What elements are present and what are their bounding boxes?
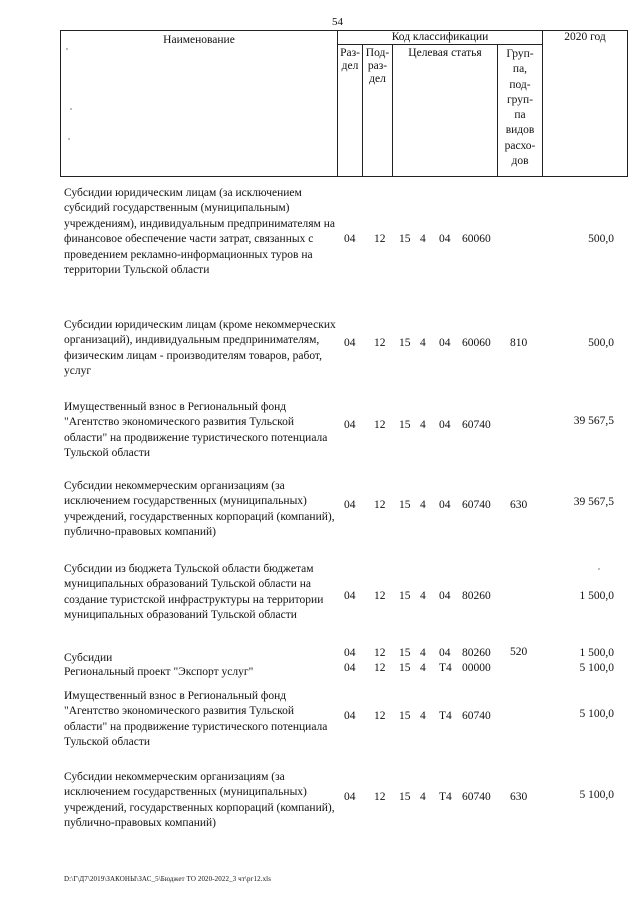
row-group: 630 [510,791,528,803]
row-target-type: 4 [420,499,426,511]
row-target-type: 4 [420,337,426,349]
row-name: Имущественный взнос в Региональный фонд "Агентство экономического развития Тульской области" на продвижение туристического потенциала Тульской области [64,690,328,749]
header-podrazdel: Под- раз- дел [365,47,390,85]
row-podrazdel: 12 [374,499,386,511]
row-target-subprogram: 04 [439,337,451,349]
header-vline-right [627,30,628,177]
row-target-program: 15 [399,710,411,722]
row-sum: 5 100,0 [579,662,614,674]
header-target: Целевая статья [408,47,482,59]
row-target-direction: 80260 [462,647,491,659]
page-number: 54 [332,16,343,28]
row-target-program: 15 [399,337,411,349]
row-razdel: 04 [344,647,356,659]
row-sum: 39 567,5 [573,496,614,508]
header-year: 2020 год [564,31,606,43]
header-razdel: Раз- дел [340,47,360,72]
row-razdel: 04 [344,499,356,511]
header-vline-group [542,30,543,177]
file-path-footer: D:\Г\Д7\2019\ЗАКОНЫ\ЗАС_5\Бюджет ТО 2020-2022_3 чт\рг12.xls [64,875,272,883]
row-razdel: 04 [344,590,356,602]
header-code-group: Код классификации [391,31,489,43]
row-name: Субсидии юридическим лицам (кроме некоммерческих организаций), индивидуальным предпринимателям, физическим лицам - производителям товаров, работ, услуг [64,319,336,378]
row-target-direction: 00000 [462,662,491,674]
row-target-subprogram: 04 [439,499,451,511]
row-target-program: 15 [399,662,411,674]
row-podrazdel: 12 [374,590,386,602]
row-target-direction: 60060 [462,233,491,245]
row-target-program: 15 [399,791,411,803]
row-name: Субсидии из бюджета Тульской области бюджетам муниципальных образований Тульской области на создание туристской инфраструктуры на территории муниципальных образований Тульской области [64,563,324,622]
row-name: Субсидии [64,652,113,664]
row-target-subprogram: Т4 [439,791,452,803]
scan-speck [598,568,600,570]
scan-speck [70,108,72,110]
row-target-subprogram: 04 [439,590,451,602]
row-target-direction: 60740 [462,710,491,722]
scan-speck [68,138,70,140]
row-razdel: 04 [344,233,356,245]
row-target-type: 4 [420,590,426,602]
row-sum: 39 567,5 [573,415,614,427]
row-group: 630 [510,499,528,511]
row-razdel: 04 [344,710,356,722]
header-name: Наименование [163,34,235,46]
row-podrazdel: 12 [374,662,386,674]
row-name: Региональный проект "Экспорт услуг" [64,666,254,678]
row-target-direction: 60740 [462,499,491,511]
row-target-type: 4 [420,647,426,659]
scan-speck [66,48,68,50]
row-podrazdel: 12 [374,233,386,245]
header-vline-left [60,30,61,177]
row-group: 810 [510,337,528,349]
row-name: Субсидии юридическим лицам (за исключением субсидий государственным (муниципальным) учреждениям), индивидуальным предпринимателям на финансовое обеспечение части затрат, связанных с проведением рекламно-информационных туров на территории Тульской области [64,187,335,277]
row-sum: 5 100,0 [579,789,614,801]
row-sum: 500,0 [588,337,614,349]
row-target-program: 15 [399,233,411,245]
row-target-subprogram: 04 [439,233,451,245]
row-name: Имущественный взнос в Региональный фонд "Агентство экономического развития Тульской области" на продвижение туристического потенциала Тульской области [64,401,328,460]
row-target-program: 15 [399,419,411,431]
header-vline-podrazdel [392,44,393,177]
row-razdel: 04 [344,662,356,674]
row-target-direction: 60060 [462,337,491,349]
row-target-program: 15 [399,499,411,511]
row-podrazdel: 12 [374,419,386,431]
row-podrazdel: 12 [374,337,386,349]
row-name: Субсидии некоммерческим организациям (за исключением государственных (муниципальных) учреждений, государственных корпораций (компаний), публично-правовых компаний) [64,771,335,830]
row-sum: 5 100,0 [579,708,614,720]
row-podrazdel: 12 [374,710,386,722]
row-target-subprogram: Т4 [439,710,452,722]
row-podrazdel: 12 [374,647,386,659]
row-sum: 1 500,0 [579,647,614,659]
row-target-type: 4 [420,662,426,674]
row-target-program: 15 [399,647,411,659]
row-target-type: 4 [420,233,426,245]
row-podrazdel: 12 [374,791,386,803]
row-target-subprogram: 04 [439,419,451,431]
row-target-subprogram: Т4 [439,662,452,674]
row-target-direction: 60740 [462,419,491,431]
row-target-type: 4 [420,791,426,803]
header-line-mid [337,44,542,45]
row-target-direction: 60740 [462,791,491,803]
row-razdel: 04 [344,419,356,431]
row-group: 520 [510,646,528,658]
row-target-subprogram: 04 [439,647,451,659]
row-razdel: 04 [344,337,356,349]
row-target-type: 4 [420,419,426,431]
row-razdel: 04 [344,791,356,803]
header-group: Груп- па, под- груп- па видов расхо- дов [504,48,536,168]
row-name: Субсидии некоммерческим организациям (за исключением государственных (муниципальных) учреждений, государственных корпораций (компаний), публично-правовых компаний) [64,480,335,539]
row-target-direction: 80260 [462,590,491,602]
row-target-program: 15 [399,590,411,602]
row-target-type: 4 [420,710,426,722]
row-sum: 500,0 [588,233,614,245]
row-sum: 1 500,0 [579,590,614,602]
